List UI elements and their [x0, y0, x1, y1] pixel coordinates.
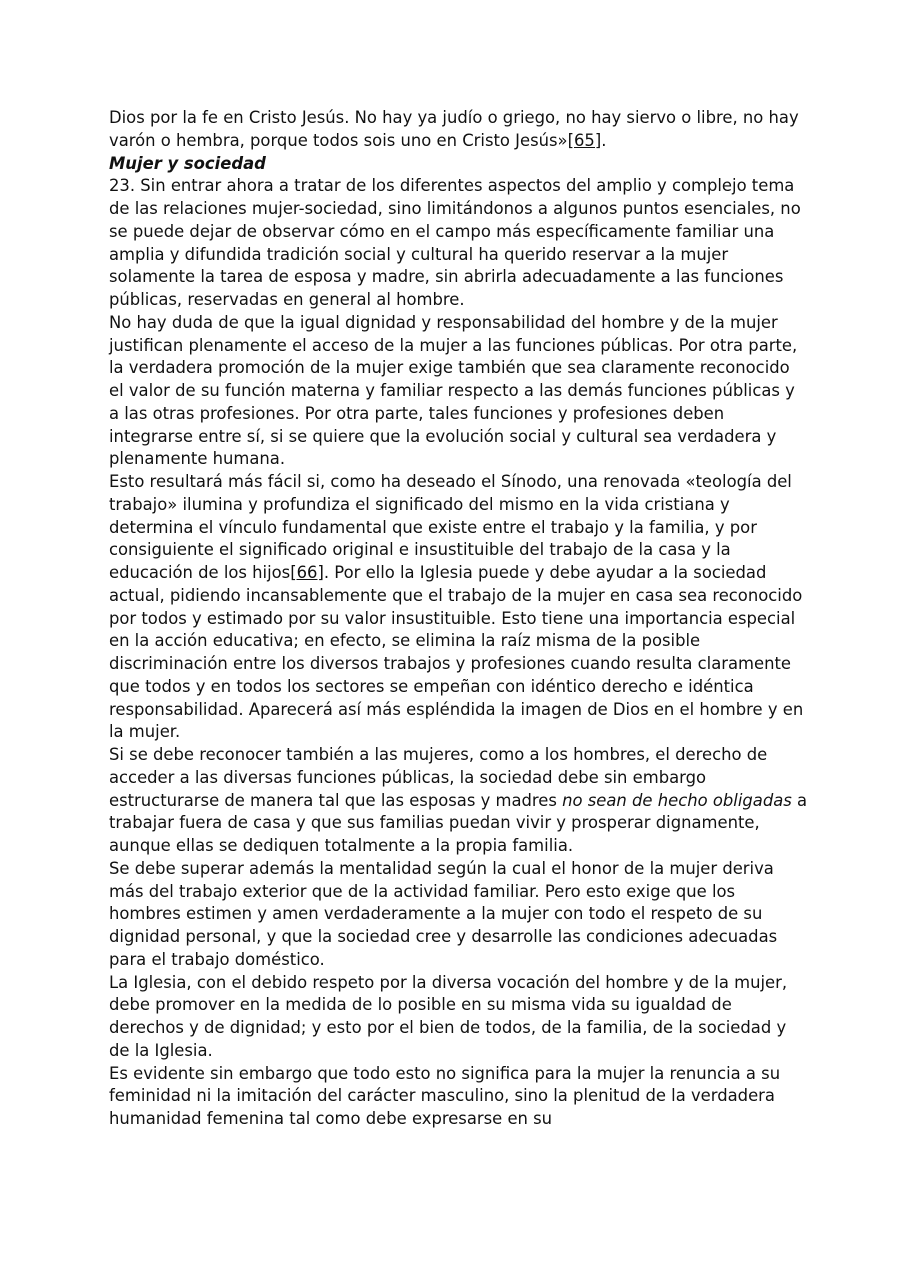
paragraph-4-emphasis: no sean de hecho obligadas	[562, 790, 792, 810]
paragraph-7: Es evidente sin embargo que todo esto no significa para la mujer la renuncia a su feminidad ni la imitación del carácter masculino, sino la plenitud de la verdadera humanidad femenina tal como debe expresarse en su	[109, 1063, 781, 1128]
paragraph-4	[109, 744, 809, 858]
paragraph-3-text-b: . Por ello la Iglesia puede y debe ayudar a la sociedad actual, pidiendo incansablemente que el trabajo de la mujer en casa sea reconocido por todos y estimado por su valor insustituible. Esto tiene una importancia especial en la acción educativa; en efecto, se elimina la raíz misma de la posible discriminación entre los diversos trabajos y profesiones cuando resulta claramente que todos y en todos los sectores se empeñan con idéntico derecho e idéntica responsabilidad. Aparecerá así más espléndida la imagen de Dios en el hombre y en la mujer.	[109, 563, 804, 742]
paragraph-6: La Iglesia, con el debido respeto por la diversa vocación del hombre y de la mujer, debe promover en la medida de lo posible en su misma vida su igualdad de derechos y de dignidad; y esto por el bien de todos, de la familia, de la sociedad y de la Iglesia.	[109, 972, 788, 1060]
paragraph-2: No hay duda de que la igual dignidad y responsabilidad del hombre y de la mujer justifican plenamente el acceso de la mujer a las funciones públicas. Por otra parte, la verdadera promoción de la mujer exige también que sea claramente reconocido el valor de su función materna y familiar respecto a las demás funciones públicas y a las otras profesiones. Por otra parte, tales funciones y profesiones deben integrarse entre sí, si se quiere que la evolución social y cultural sea verdadera y plenamente humana.	[109, 312, 798, 469]
paragraph-4-text-a: Si se debe reconocer también a las mujeres, como a los hombres, el derecho de acceder a las diversas funciones públicas, la sociedad debe sin embargo estructurarse de manera tal que las esposas y madres	[109, 745, 768, 810]
footnote-link-66[interactable]: [66]	[290, 563, 324, 582]
section-heading: Mujer y sociedad	[109, 153, 266, 173]
document-page	[109, 107, 809, 1131]
paragraph-3-text-a: Esto resultará más fácil si, como ha deseado el Sínodo, una renovada «teología del trabajo» ilumina y profundiza el significado del mismo en la vida cristiana y determina el vínculo fundamental que existe entre el trabajo y la familia, y por consiguiente el significado original e insustituible del trabajo de la casa y la educación de los hijos	[109, 472, 792, 582]
paragraph-23: 23. Sin entrar ahora a tratar de los diferentes aspectos del amplio y complejo tema de las relaciones mujer-sociedad, sino limitándonos a algunos puntos esenciales, no se puede dejar de observar cómo en el campo más específicamente familiar una amplia y difundida tradición social y cultural ha querido reservar a la mujer solamente la tarea de esposa y madre, sin abrirla adecuadamente a las funciones públicas, reservadas en general al hombre.	[109, 176, 801, 309]
paragraph-0-end: .	[601, 130, 607, 150]
footnote-link-65[interactable]: [65]	[567, 130, 602, 150]
paragraph-5: Se debe superar además la mentalidad según la cual el honor de la mujer deriva más del trabajo exterior que de la actividad familiar. Pero esto exige que los hombres estimen y amen verdaderamente a la mujer con todo el respeto de su dignidad personal, y que la sociedad cree y desarrolle las condiciones adecuadas para el trabajo doméstico.	[109, 858, 778, 969]
paragraph-0	[109, 107, 809, 153]
paragraph-3	[109, 471, 809, 744]
paragraph-4-text-b: a trabajar fuera de casa y que sus familias puedan vivir y prosperar dignamente, aunque ellas se dediquen totalmente a la propia familia.	[109, 790, 808, 855]
paragraph-0-text: Dios por la fe en Cristo Jesús. No hay ya judío o griego, no hay siervo o libre, no hay varón o hembra, porque todos sois uno en Cristo Jesús»	[109, 108, 799, 150]
